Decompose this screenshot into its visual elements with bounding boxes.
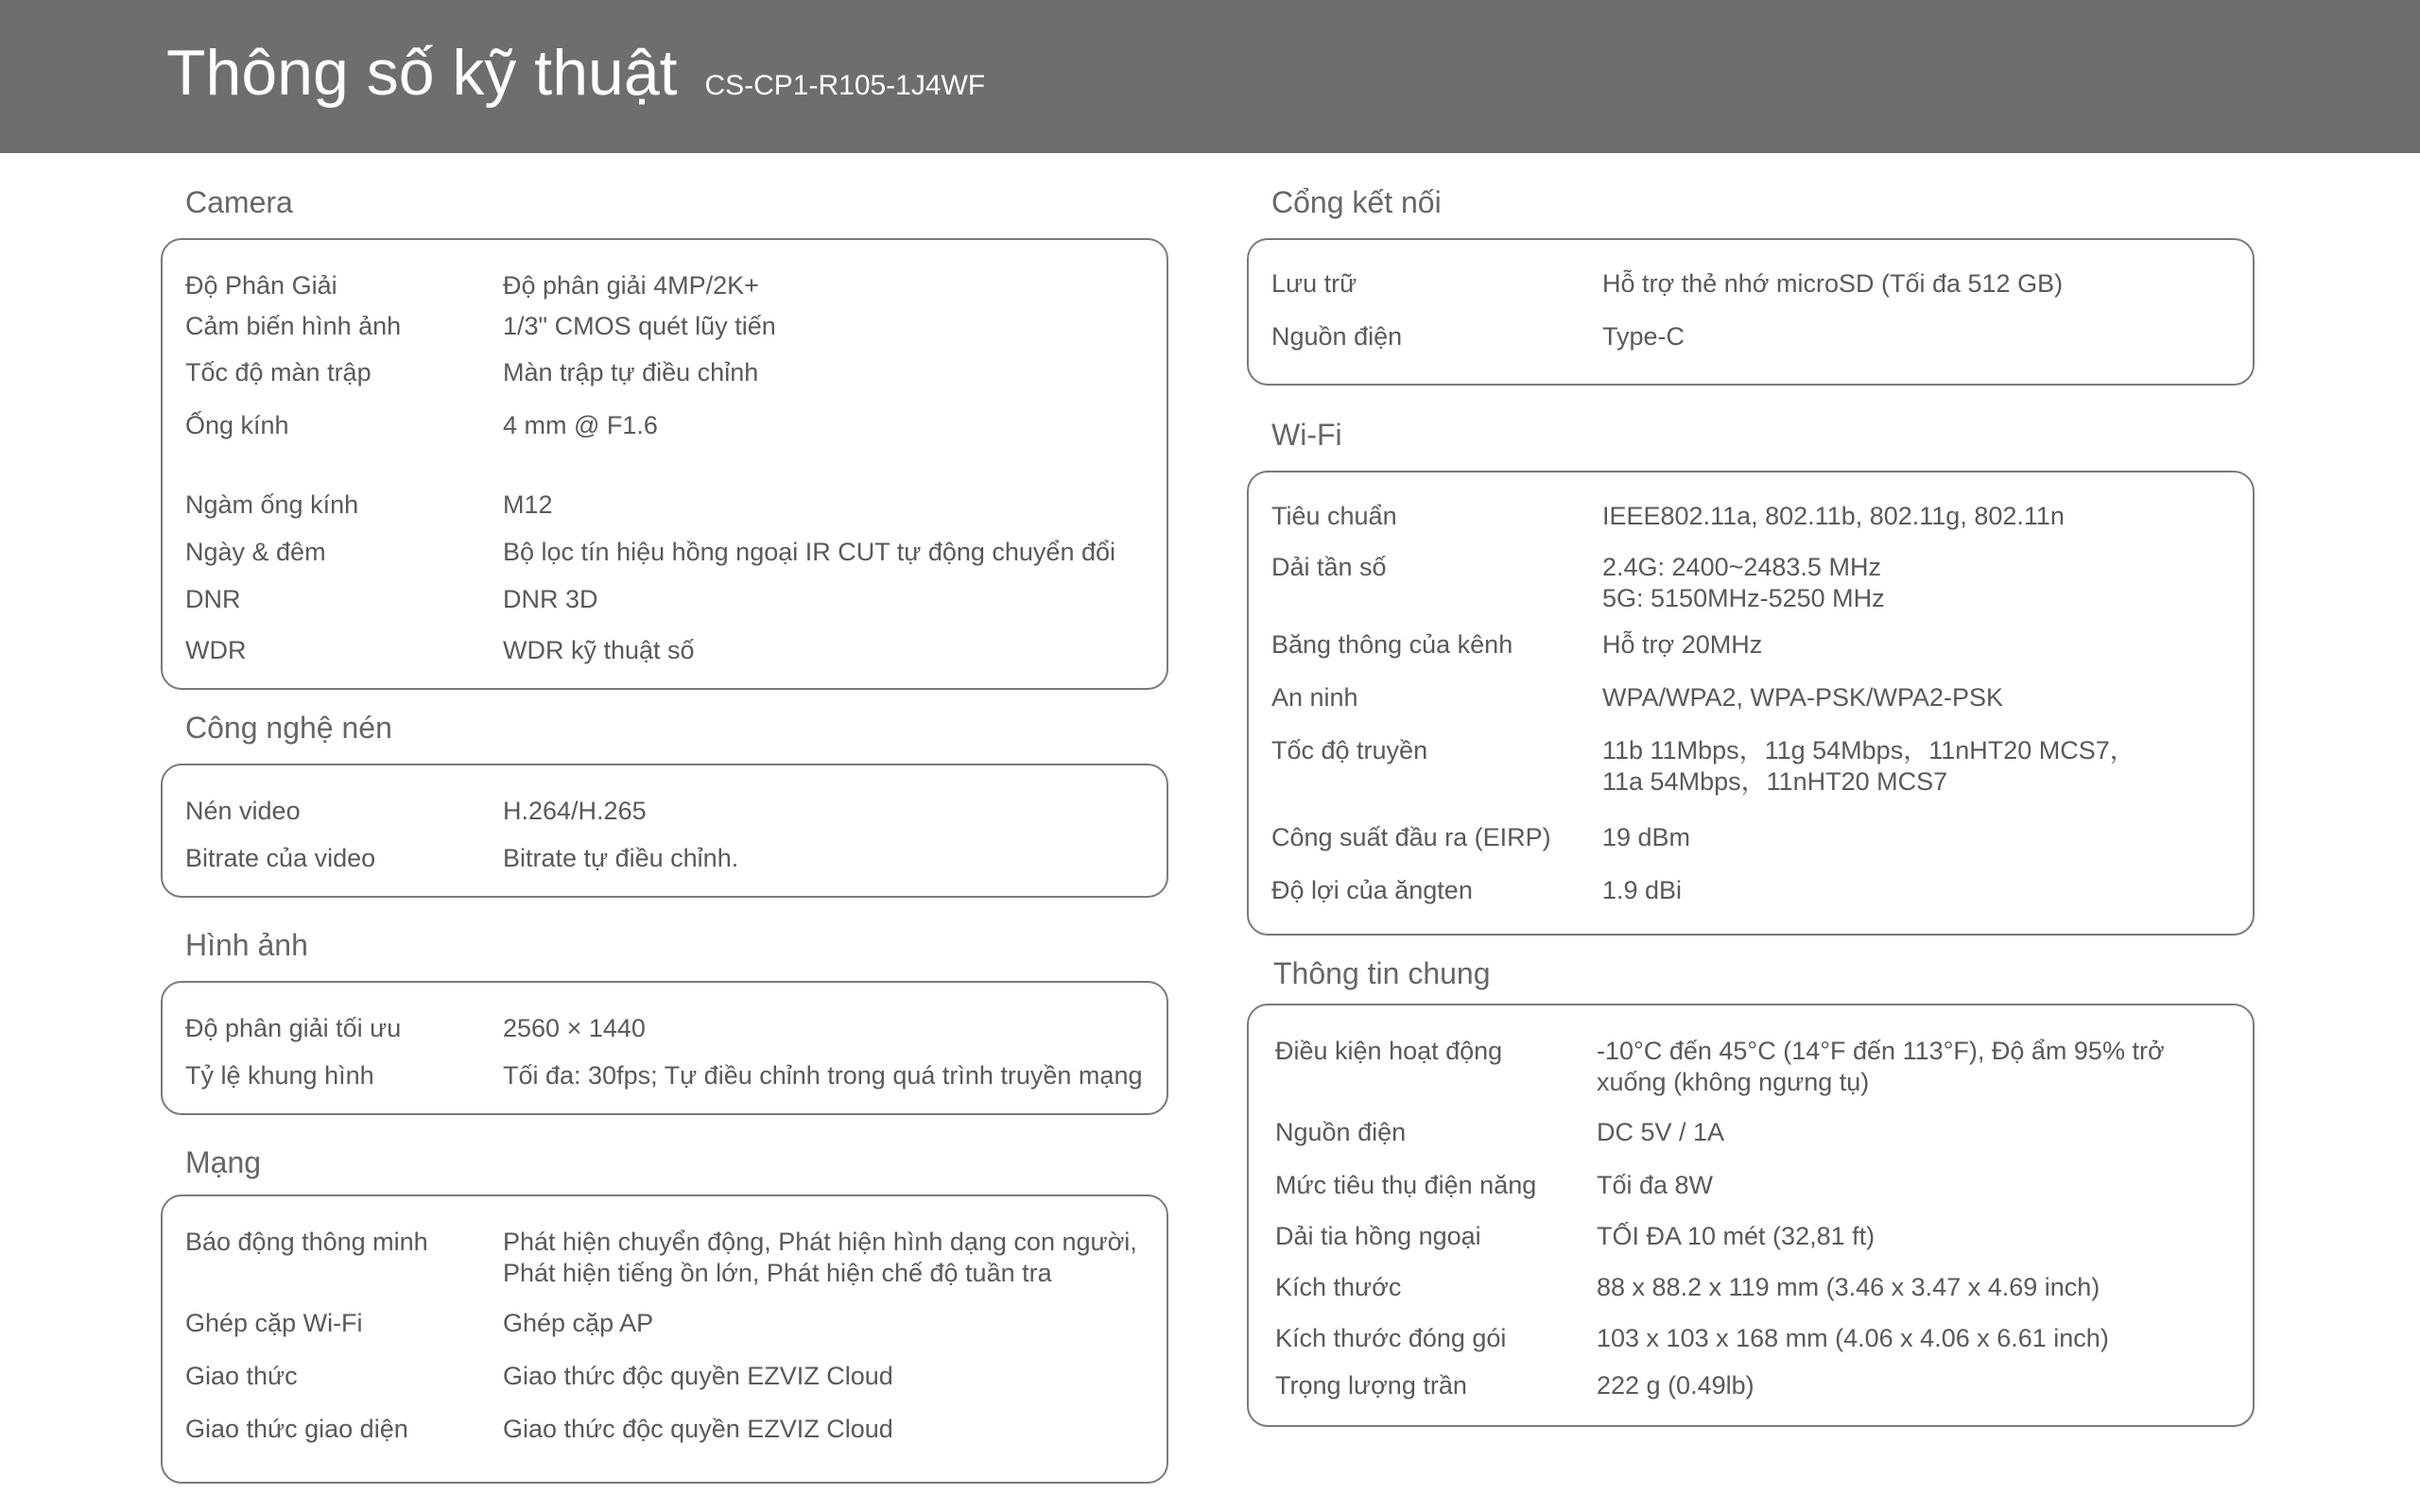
spec-value: Phát hiện chuyển động, Phát hiện hình dạng con người, Phát hiện tiếng ồn lớn, Phát hiện chế độ tuần tra	[503, 1228, 1137, 1287]
section-title-image: Hình ảnh	[185, 928, 308, 962]
spec-label: Ngàm ống kính	[185, 490, 359, 519]
spec-label: Độ lợi của ăngten	[1271, 876, 1473, 904]
spec-value: IEEE802.11a, 802.11b, 802.11g, 802.11n	[1602, 502, 2065, 530]
spec-label: Giao thức giao diện	[185, 1415, 408, 1443]
section-title-compression: Công nghệ nén	[185, 711, 392, 745]
spec-label: Giao thức	[185, 1362, 298, 1390]
spec-label: Nguồn điện	[1275, 1118, 1407, 1146]
spec-value: Bộ lọc tín hiệu hồng ngoại IR CUT tự động chuyển đổi	[503, 538, 1115, 566]
page-title	[166, 38, 985, 109]
spec-value: Tối đa: 30fps; Tự điều chỉnh trong quá trình truyền mạng	[503, 1061, 1143, 1090]
spec-label: Tốc độ truyền	[1271, 736, 1428, 765]
spec-label: Băng thông của kênh	[1271, 630, 1513, 659]
spec-value: TỐI ĐA 10 mét (32,81 ft)	[1597, 1222, 1876, 1250]
spec-label: Độ Phân Giải	[185, 271, 337, 300]
spec-value: 19 dBm	[1602, 823, 1691, 851]
header-bar	[0, 0, 2420, 153]
spec-label: Tốc độ màn trập	[185, 358, 372, 387]
spec-value: Hỗ trợ thẻ nhớ microSD (Tối đa 512 GB)	[1602, 269, 2064, 298]
spec-value: Bitrate tự điều chỉnh.	[503, 844, 739, 872]
spec-value: Màn trập tự điều chỉnh	[503, 358, 759, 387]
spec-value: 4 mm @ F1.6	[503, 411, 658, 439]
spec-box-compression	[161, 764, 1168, 898]
spec-label: Bitrate của video	[185, 844, 376, 872]
spec-label: Độ phân giải tối ưu	[185, 1014, 402, 1042]
spec-box-general	[1247, 1004, 2255, 1427]
spec-label: Tỷ lệ khung hình	[185, 1061, 374, 1090]
spec-value: Hỗ trợ 20MHz	[1602, 630, 1763, 659]
spec-label: Báo động thông minh	[185, 1228, 428, 1256]
spec-label: Kích thước	[1275, 1273, 1402, 1301]
spec-value: 88 x 88.2 x 119 mm (3.46 x 3.47 x 4.69 inch)	[1597, 1273, 2100, 1301]
spec-value: Giao thức độc quyền EZVIZ Cloud	[503, 1415, 893, 1443]
spec-value: Ghép cặp AP	[503, 1309, 654, 1337]
spec-value: DNR 3D	[503, 585, 598, 613]
spec-value: Tối đa 8W	[1597, 1171, 1714, 1199]
spec-label: An ninh	[1271, 683, 1358, 712]
spec-box-ports	[1247, 238, 2255, 386]
spec-value: WDR kỹ thuật số	[503, 636, 695, 664]
spec-label: Ống kính	[185, 411, 289, 439]
page-title-text: Thông số kỹ thuật	[166, 37, 678, 109]
spec-value: 2.4G: 2400~2483.5 MHz 5G: 5150MHz-5250 MHz	[1602, 553, 1885, 612]
spec-box-wifi	[1247, 471, 2255, 936]
spec-value: Độ phân giải 4MP/2K+	[503, 271, 759, 300]
spec-value: WPA/WPA2, WPA-PSK/WPA2-PSK	[1602, 683, 2004, 712]
spec-value: 103 x 103 x 168 mm (4.06 x 4.06 x 6.61 inch)	[1597, 1324, 2109, 1352]
spec-label: Dải tần số	[1271, 553, 1387, 581]
section-title-general: Thông tin chung	[1273, 956, 1491, 990]
section-title-camera: Camera	[185, 185, 293, 219]
spec-label: Trọng lượng trần	[1275, 1371, 1467, 1400]
section-title-wifi: Wi-Fi	[1271, 418, 1342, 452]
spec-label: Kích thước đóng gói	[1275, 1324, 1507, 1352]
spec-value: 1.9 dBi	[1602, 876, 1683, 904]
spec-label: Cảm biến hình ảnh	[185, 312, 402, 340]
spec-value: M12	[503, 490, 553, 519]
spec-value: DC 5V / 1A	[1597, 1118, 1725, 1146]
spec-label: Nguồn điện	[1271, 322, 1403, 351]
spec-value: Type-C	[1602, 322, 1685, 351]
spec-value: 11b 11Mbps，11g 54Mbps，11nHT20 MCS7， 11a 54Mbps，11nHT20 MCS7	[1602, 736, 2135, 796]
spec-value: -10°C đến 45°C (14°F đến 113°F), Độ ẩm 95% trở xuống (không ngưng tụ)	[1597, 1037, 2165, 1096]
spec-label: Tiêu chuẩn	[1271, 502, 1397, 530]
spec-label: Lưu trữ	[1271, 269, 1357, 298]
section-title-ports: Cổng kết nối	[1271, 185, 1442, 219]
spec-label: WDR	[185, 636, 247, 664]
spec-label: Điều kiện hoạt động	[1275, 1037, 1503, 1065]
spec-value: H.264/H.265	[503, 797, 647, 825]
spec-box-network	[161, 1194, 1168, 1484]
spec-value: Giao thức độc quyền EZVIZ Cloud	[503, 1362, 893, 1390]
spec-value: 2560 × 1440	[503, 1014, 646, 1042]
spec-label: Ghép cặp Wi-Fi	[185, 1309, 363, 1337]
spec-value: 222 g (0.49lb)	[1597, 1371, 1754, 1400]
spec-label: Ngày & đêm	[185, 538, 326, 566]
spec-box-camera	[161, 238, 1168, 690]
spec-box-image	[161, 981, 1168, 1115]
spec-label: Công suất đầu ra (EIRP)	[1271, 823, 1551, 851]
spec-label: Mức tiêu thụ điện năng	[1275, 1171, 1537, 1199]
spec-value: 1/3" CMOS quét lũy tiến	[503, 312, 776, 340]
spec-label: Nén video	[185, 797, 301, 825]
model-number: CS-CP1-R105-1J4WF	[704, 70, 986, 101]
section-title-network: Mạng	[185, 1145, 262, 1179]
spec-label: DNR	[185, 585, 241, 613]
spec-label: Dải tia hồng ngoại	[1275, 1222, 1481, 1250]
